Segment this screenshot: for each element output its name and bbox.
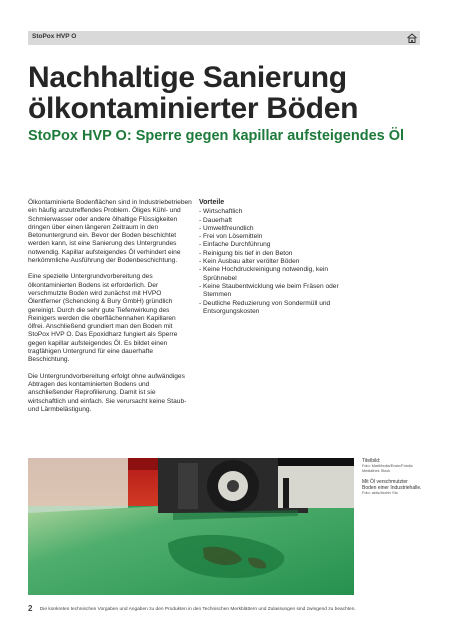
photo-caption [362,458,422,502]
advantages-heading: Vorteile [199,199,225,206]
footer-note: Die konkreten technischen Vorgaben und Angaben zu den Produkten in den Technischen Merkblättern und Zulassungen sind zwingend zu beachten. [39,606,356,612]
caption-credit-1: Foto: MartMedia/Erwin/Fotolia Mediathek Stock [362,464,413,473]
advantage-item: - Frei von Lösemitteln [199,233,263,241]
body-paragraph-1: Ölkontaminierte Bodenflächen sind in Industriebetrieben ein häufig anzutreffendes Problem. Öliges Kühl- und Schmierwasser oder andere ölhaltige Flüssigkeiten dringen über einen längeren Zeitraum in den Betonuntergrund ein. Bevor der Boden beschichtet werden kann, ist eine Sanierung des Untergrundes notwendig. Kapillar aufsteigendes Öl verhindert eine herkömmliche Ausführung der Bodenbeschichtung. [28,199,192,265]
floor-photo [28,458,354,595]
advantage-item: - Wirtschaftlich [199,208,243,216]
advantage-item: - Umweltfreundlich [199,224,254,232]
body-paragraph-3: Die Untergrundvorbereitung erfolgt ohne aufwändiges Abtragen des kontaminierten Bodens und anschließender Reprofilierung. Damit ist sie wirtschaftlich und einfach. Sie verursacht keine Staub- und Lärmbelästigung. [28,372,187,413]
footer [28,604,428,613]
advantage-item: - Einfache Durchführung [199,241,271,249]
page-number: 2 [28,604,33,613]
page-subtitle: StoPox HVP O: Sperre gegen kapillar aufsteigendes Öl [28,128,405,144]
body-text [28,199,192,422]
advantage-item-continued: Stemmen [203,291,232,299]
header-bar [28,31,420,45]
page-title [28,62,428,124]
caption-title: Titelbild: [362,458,381,464]
advantage-item: - Deutliche Reduzierung von Sondermüll und [199,299,331,307]
body-paragraph-2: Eine spezielle Untergrundvorbereitung des ölkontaminierten Bodens ist erforderlich. Der verschmutzte Boden wird zunächst mit HVPO Ölentferner (Schencking & Bury GmbH) gründlich gereinigt. Durch die sehr gute Tiefenwirkung des Reinigers werden die oberflächennahen Kapillaren ölfrei. Anschließend grundiert man den Boden mit StoPox HVP O. Das Epoxidharz fungiert als Sperre gegen kapillar aufsteigendes Öl. Es bildet einen tragfähigen Untergrund für eine dauerhafte Beschichtung. [28,273,178,364]
advantage-item-continued: Sprühnebel [203,274,237,282]
floor-photo-illustration [28,458,354,595]
advantage-item: - Reinigung bis tief in den Beton [199,249,293,257]
advantage-item-continued: Entsorgungskosten [203,307,260,315]
advantages-box [199,199,374,316]
title-line-1: Nachhaltige Sanierung [28,61,347,94]
advantage-item: - Keine Hochdruckreinigung notwendig, kein [199,266,329,274]
caption-text: Mit Öl verschmutzter Boden einer Industriehalle. [362,479,422,492]
header-label: StoPox HVP O [32,33,77,40]
advantage-item: - Kein Ausbau alter verölter Böden [199,258,300,266]
advantages-list [199,208,374,316]
caption-credit-2: Foto: aktiv/Archiv Sto [362,491,398,496]
title-line-2: ölkontaminierter Böden [28,92,359,125]
advantage-item: - Dauerhaft [199,216,232,224]
advantage-item: - Keine Staubentwicklung wie beim Fräsen oder [199,282,339,290]
home-icon[interactable] [406,32,418,44]
